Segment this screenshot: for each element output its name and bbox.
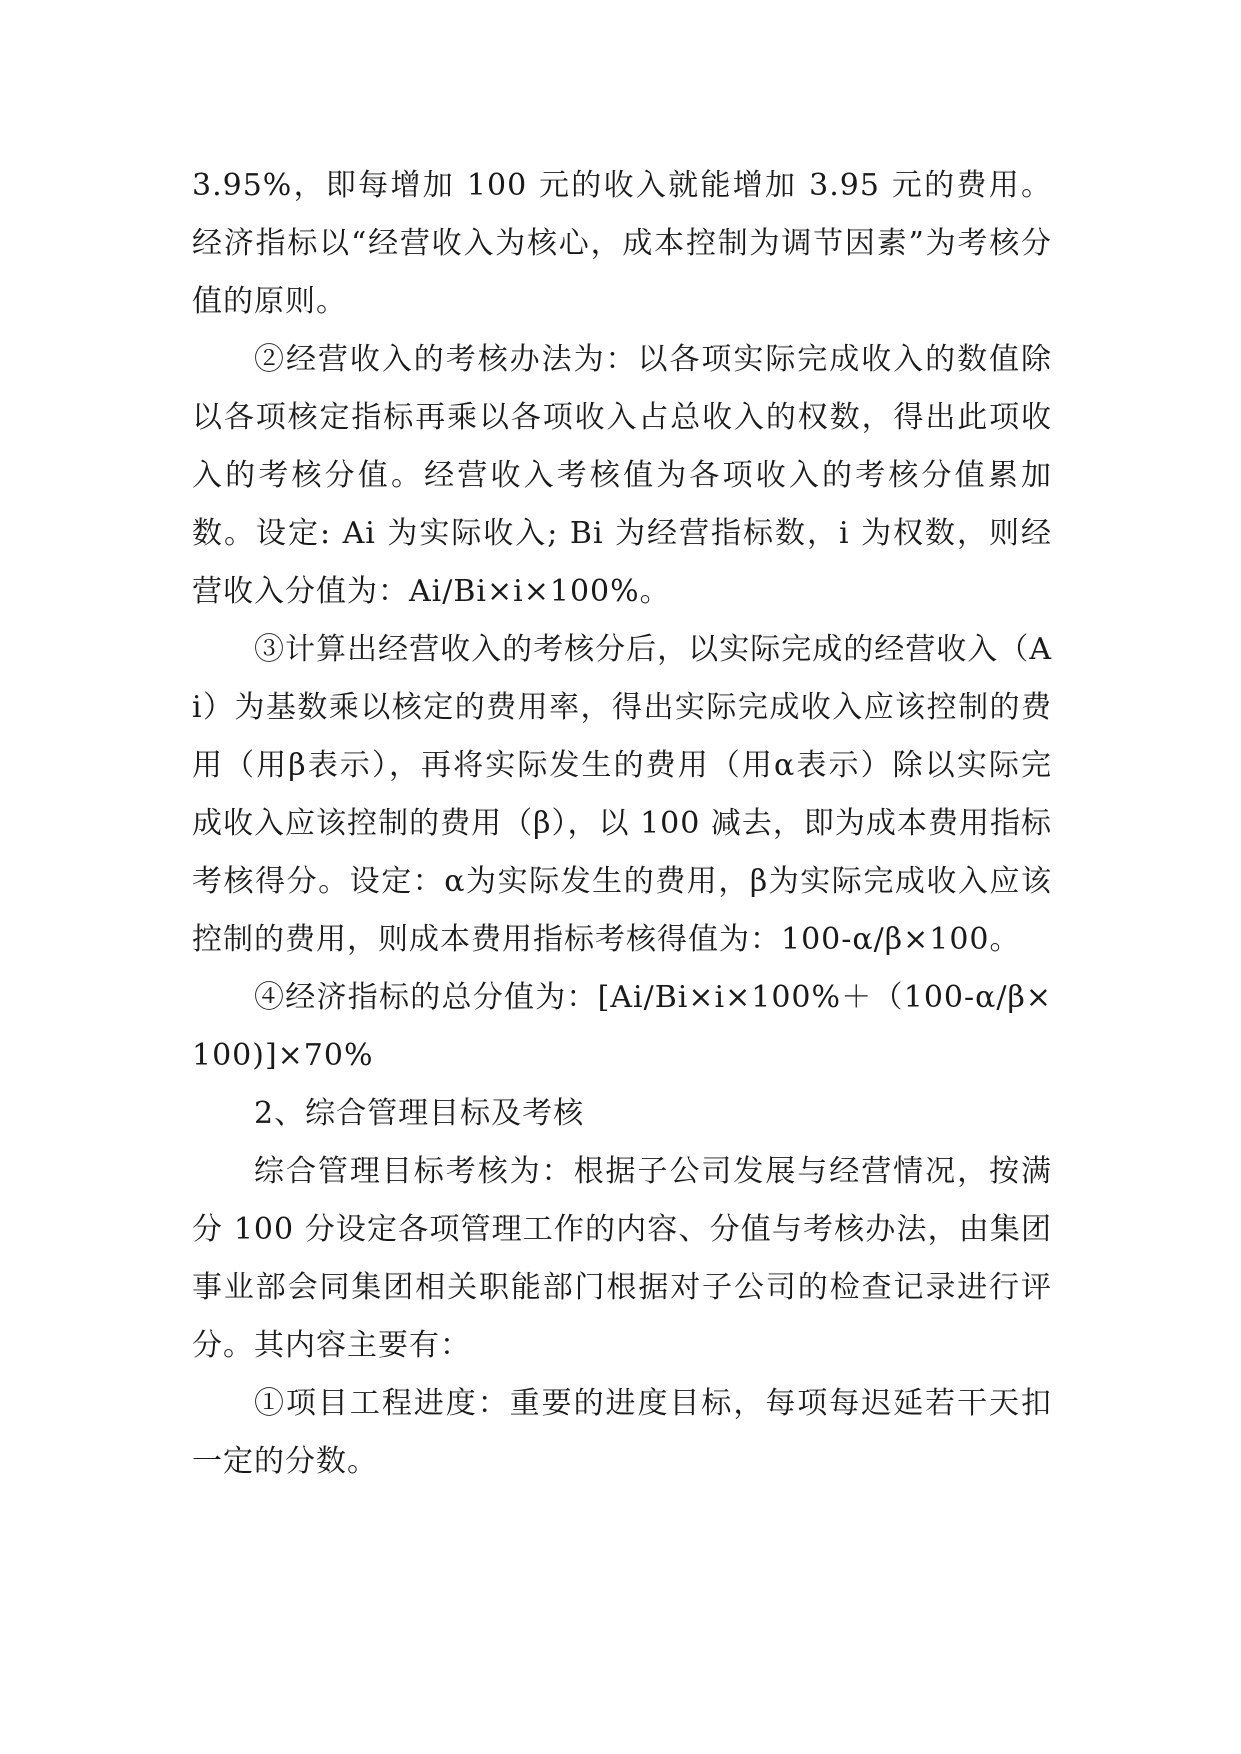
section-heading-comprehensive-management: 2、综合管理目标及考核 — [254, 1096, 585, 1131]
paragraph-comprehensive-management-assessment: 综合管理目标考核为：根据子公司发展与经营情况，按满分 100 分设定各项管理工作的内容、分值与考核办法，由集团事业部会同集团相关职能部门根据对子公司的检查记录进行评分。其内容主要有： — [192, 1154, 1052, 1363]
paragraph-economic-total-score: ④经济指标的总分值为：[Ai/Bi×i×100%＋（100-α/β×100)]×70% — [192, 980, 1052, 1073]
paragraph-project-progress: ①项目工程进度：重要的进度目标，每项每迟延若干天扣一定的分数。 — [192, 1386, 1052, 1479]
paragraph-cost-expense-score: ③计算出经营收入的考核分后，以实际完成的经营收入（Ai）为基数乘以核定的费用率，得出实际完成收入应该控制的费用（用β表示），再将实际发生的费用（用α表示）除以实际完成收入应该控制的费用（β），以 100 减去，即为成本费用指标考核得分。设定：α为实际发生的费用，β为实际完成收入应该控制的费用，则成本费用指标考核得值为：100-α/β×100。 — [192, 632, 1052, 957]
document-page — [192, 157, 1052, 1491]
paragraph-revenue-assessment-method: ②经营收入的考核办法为：以各项实际完成收入的数值除以各项核定指标再乘以各项收入占总收入的权数，得出此项收入的考核分值。经营收入考核值为各项收入的考核分值累加数。设定: Ai 为实际收入; Bi 为经营指标数，i 为权数，则经营收入分值为：Ai/Bi×i×100%。 — [192, 342, 1052, 609]
paragraph-expense-ratio-principle: 3.95%，即每增加 100 元的收入就能增加 3.95 元的费用。经济指标以“经营收入为核心，成本控制为调节因素”为考核分值的原则。 — [192, 168, 1052, 319]
